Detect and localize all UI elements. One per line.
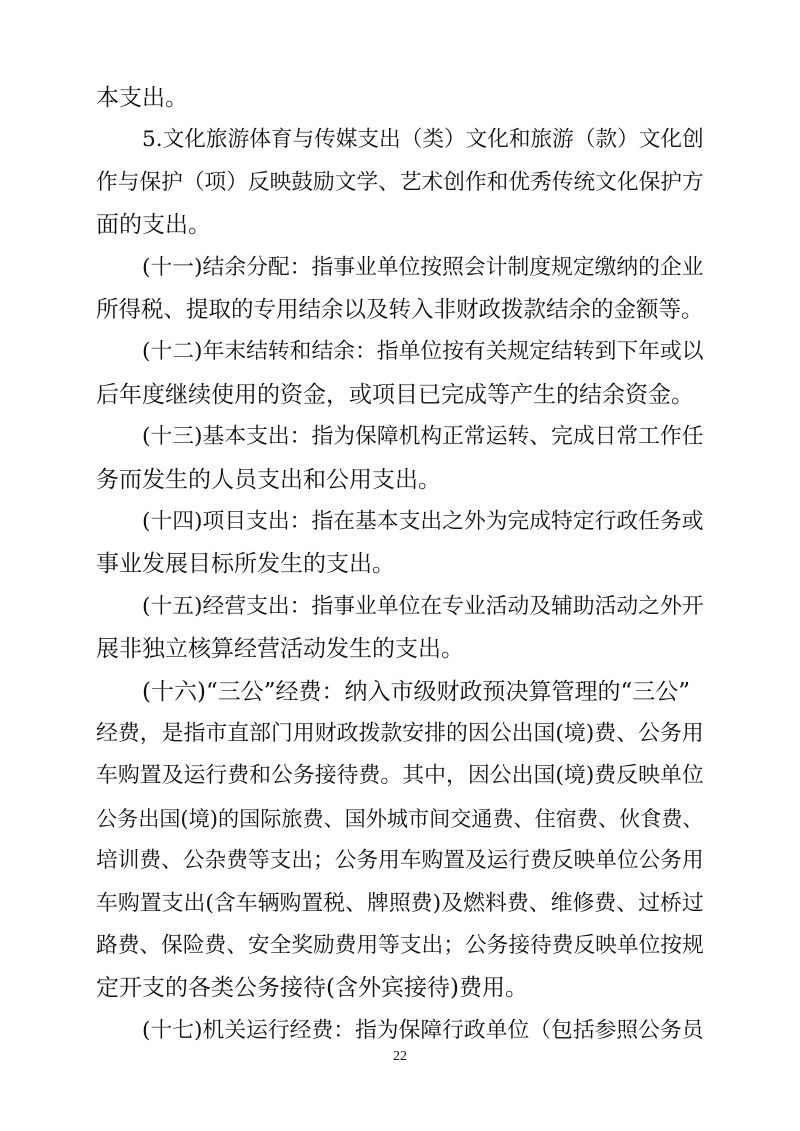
text-line: 路费、保险费、安全奖励费用等支出；公务接待费反映单位按规 [96,933,704,958]
text-line: 本支出。 [96,85,188,111]
text-line: 展非独立核算经营活动发生的支出。 [96,636,464,663]
page-number: 22 [393,1049,407,1064]
text-line: (十一)结余分配：指事业单位按照会计制度规定缴纳的企业 [142,254,704,280]
text-line: (十六)“三公”经费：纳入市级财政预决算管理的“三公” [142,678,690,705]
text-line: 面的支出。 [96,212,211,239]
text-line: 车购置及运行费和公务接待费。其中，因公出国(境)费反映单位 [96,763,704,789]
text-line: (十七)机关运行经费：指为保障行政单位（包括参照公务员 [142,1017,704,1043]
text-line: (十四)项目支出：指在基本支出之外为完成特定行政任务或 [142,509,704,534]
text-line: 公务出国(境)的国际旅费、国外城市间交通费、住宿费、伙食费、 [96,805,704,831]
text-line: (十二)年末结转和结余：指单位按有关规定结转到下年或以 [142,339,704,365]
text-line: 5.文化旅游体育与传媒支出（类）文化和旅游（款）文化创 [142,127,704,153]
text-line: 定开支的各类公务接待(含外宾接待)费用。 [96,975,528,1002]
text-line: 事业发展目标所发生的支出。 [96,551,395,578]
text-line: 所得税、提取的专用结余以及转入非财政拨款结余的金额等。 [96,297,704,323]
text-line: 后年度继续使用的资金，或项目已完成等产生的结余资金。 [96,381,694,408]
text-line: 务而发生的人员支出和公用支出。 [96,466,441,493]
text-line: 车购置支出(含车辆购置税、牌照费)及燃料费、维修费、过桥过 [96,890,704,916]
text-line: 培训费、公杂费等支出；公务用车购置及运行费反映单位公务用 [96,848,704,874]
text-line: 作与保护（项）反映鼓励文学、艺术创作和优秀传统文化保护方 [96,169,704,195]
text-line: (十五)经营支出：指事业单位在专业活动及辅助活动之外开 [142,593,704,619]
text-line: 经费，是指市直部门用财政拨款安排的因公出国(境)费、公务用 [96,721,704,746]
text-line: (十三)基本支出：指为保障机构正常运转、完成日常工作任 [142,424,704,450]
